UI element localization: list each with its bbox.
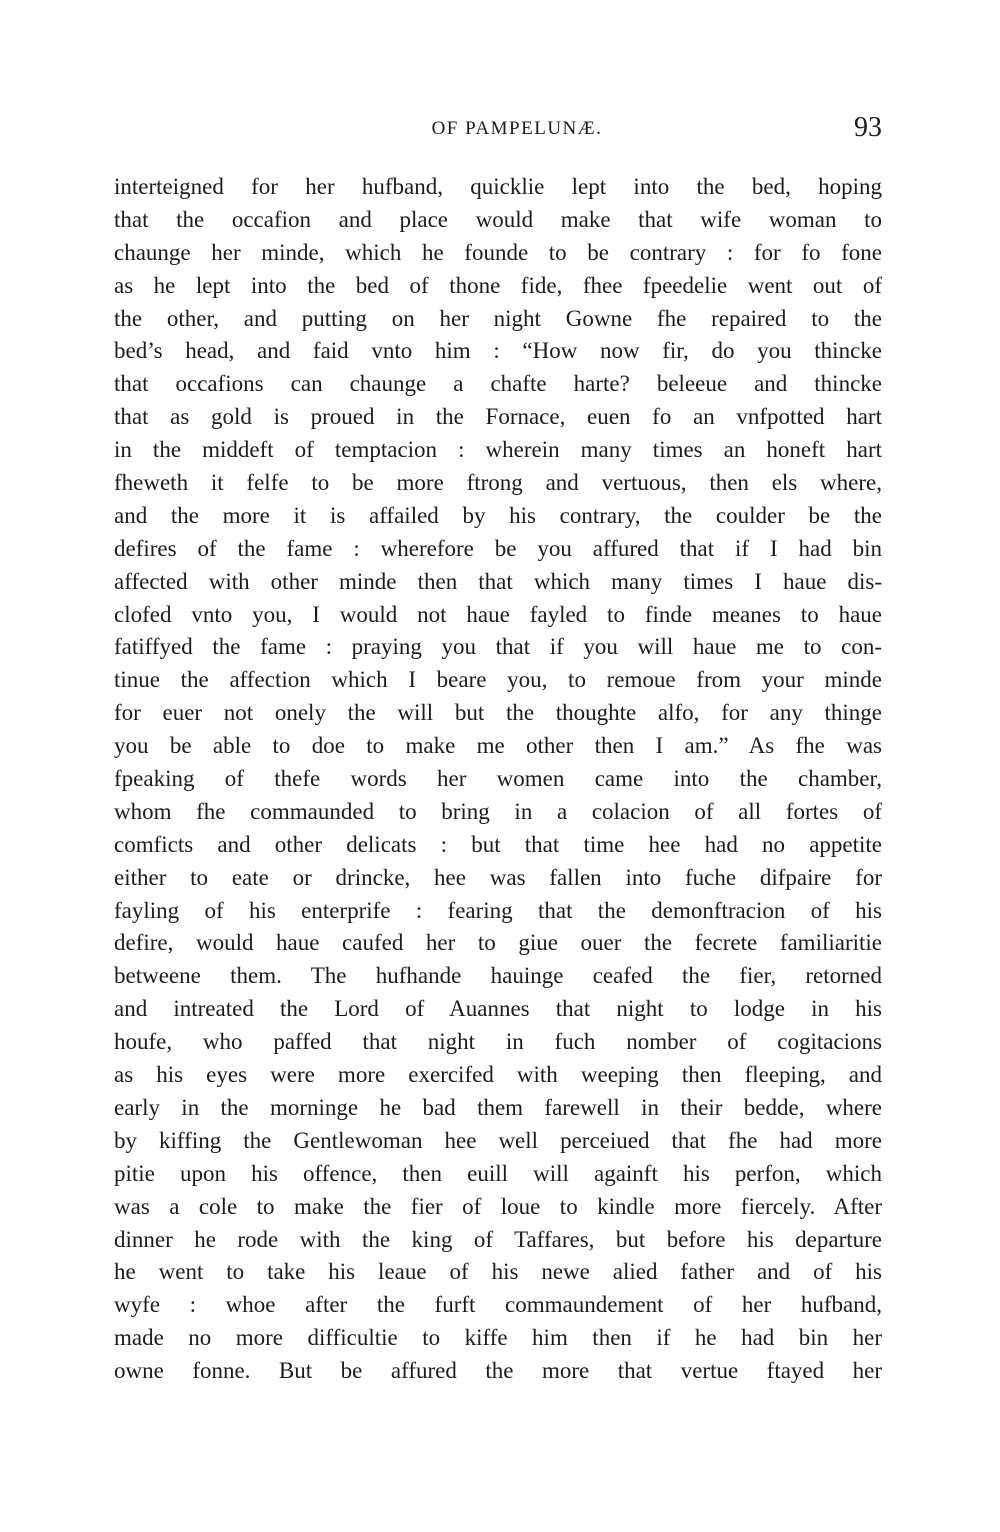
text-line: was a cole to make the fier of loue to kindle more fiercely. After xyxy=(114,1193,882,1219)
text-line: fheweth it felfe to be more ftrong and vertuous, then els where, xyxy=(114,470,882,496)
text-line: fayling of his enterprife : fearing that the demonftracion of his xyxy=(114,897,882,923)
text-line: whom fhe commaunded to bring in a colacion of all fortes of xyxy=(114,798,882,824)
text-line: made no more difficultie to kiffe him then if he had bin her xyxy=(114,1325,882,1351)
text-line: in the middeft of temptacion : wherein many times an honeft hart xyxy=(114,437,882,463)
text-line: either to eate or drincke, hee was fallen into fuche difpaire for xyxy=(114,864,882,890)
text-line: that as gold is proued in the Fornace, euen fo an vnfpotted hart xyxy=(114,404,882,430)
text-line: defire, would haue caufed her to giue ouer the fecrete familiaritie xyxy=(114,930,882,956)
text-line: interteigned for her hufband, quicklie lept into the bed, hoping xyxy=(114,174,882,199)
text-line: bed’s head, and faid vnto him : “How now fir, do you thincke xyxy=(114,338,882,364)
text-line: and intreated the Lord of Auannes that night to lodge in his xyxy=(114,996,882,1022)
text-line: affected with other minde then that which many times I haue dis- xyxy=(114,568,882,594)
text-line: that the occafion and place would make that wife woman to xyxy=(114,206,882,232)
text-line: chaunge her minde, which he founde to be contrary : for fo fone xyxy=(114,239,882,265)
text-line: comficts and other delicats : but that time hee had no appetite xyxy=(114,831,882,857)
text-line: that occafions can chaunge a chafte harte? beleeue and thincke xyxy=(114,371,882,397)
text-line: tinue the affection which I beare you, to remoue from your minde xyxy=(114,667,882,693)
text-line: as he lept into the bed of thone fide, fhee fpeedelie went out of xyxy=(114,272,882,298)
text-line: he went to take his leaue of his newe alied father and of his xyxy=(114,1259,882,1285)
text-line: dinner he rode with the king of Taffares, but before his departure xyxy=(114,1226,882,1252)
text-line: fatiffyed the fame : praying you that if you will haue me to con- xyxy=(114,634,882,660)
text-line: early in the morninge he bad them farewell in their bedde, where xyxy=(114,1094,882,1120)
text-line: wyfe : whoe after the furft commaundement of her hufband, xyxy=(114,1292,882,1318)
text-line: owne fonne. But be affured the more that vertue ftayed her xyxy=(114,1358,882,1384)
text-line: fpeaking of thefe words her women came into the chamber, xyxy=(114,766,882,792)
text-line: clofed vnto you, I would not haue fayled to finde meanes to haue xyxy=(114,601,882,627)
text-line: for euer not onely the will but the thoughte alfo, for any thinge xyxy=(114,700,882,726)
text-line: by kiffing the Gentlewoman hee well perceiued that fhe had more xyxy=(114,1127,882,1153)
text-line: pitie upon his offence, then euill will againft his perfon, which xyxy=(114,1160,882,1186)
text-line: defires of the fame : wherefore be you affured that if I had bin xyxy=(114,535,882,561)
text-line: as his eyes were more exercifed with weeping then fleeping, and xyxy=(114,1062,882,1088)
text-line: the other, and putting on her night Gowne fhe repaired to the xyxy=(114,305,882,331)
running-head xyxy=(114,112,882,152)
text-line: betweene them. The hufhande hauinge ceafed the fier, retorned xyxy=(114,963,882,989)
text-line: you be able to doe to make me other then I am.” As fhe was xyxy=(114,733,882,759)
text-line: houfe, who paffed that night in fuch nomber of cogitacions xyxy=(114,1029,882,1055)
page-number: 93 xyxy=(854,112,882,143)
running-title: OF PAMPELUNÆ. xyxy=(431,118,603,139)
text-line: and the more it is affailed by his contrary, the coulder be the xyxy=(114,502,882,528)
body-text xyxy=(114,171,882,1388)
